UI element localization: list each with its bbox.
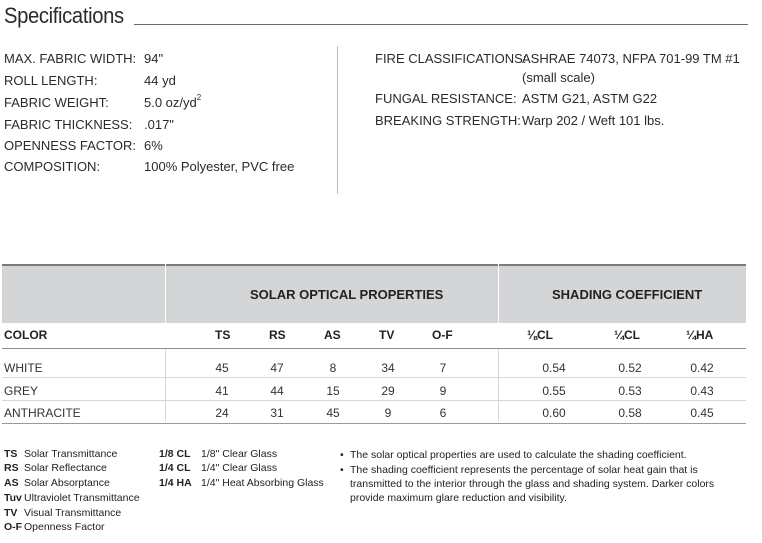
legend-abbr: RS — [4, 462, 19, 474]
legend-text: Ultraviolet Transmittance — [24, 492, 140, 504]
legend-abbr: 1/8 CL — [159, 448, 191, 460]
column-separator — [498, 264, 499, 348]
cell-1-4-ha: 0.42 — [690, 361, 714, 375]
legend-text: Openness Factor — [24, 521, 105, 533]
column-separator — [165, 349, 166, 421]
cell-as: 15 — [326, 384, 340, 398]
row-divider — [2, 400, 746, 401]
cell-rs: 31 — [270, 406, 284, 420]
spec-label: BREAKING STRENGTH: — [375, 113, 521, 128]
cell-of: 9 — [439, 384, 447, 398]
cell-ts: 45 — [215, 361, 229, 375]
column-header-1-4-cl: ¼CL — [614, 328, 641, 342]
spec-value: 6% — [144, 138, 163, 153]
legend-abbr: Tuv — [4, 492, 22, 504]
cell-1-4-cl: 0.58 — [618, 406, 642, 420]
footnote-text: The shading coefficient represents the percentage of solar heat gain that is transmitted to the interior through the glass and shading system. Darker colors provide maximum glare reduction and visibility. — [350, 464, 715, 504]
cell-1-4-ha: 0.45 — [690, 406, 714, 420]
spec-value: .017" — [144, 117, 174, 132]
legend-text: Visual Transmittance — [24, 507, 122, 519]
legend-abbr: 1/4 CL — [159, 462, 191, 474]
legend-abbr: AS — [4, 477, 19, 489]
bullet-icon: • — [340, 449, 344, 461]
row-divider — [2, 377, 746, 378]
legend-abbr: 1/4 HA — [159, 477, 192, 489]
legend-text: 1/8" Clear Glass — [201, 448, 278, 460]
legend-item — [4, 492, 140, 504]
legend-abbr: TS — [4, 448, 18, 460]
cell-as: 8 — [329, 361, 337, 375]
legend-item — [4, 507, 121, 519]
spec-value: ASHRAE 74073, NFPA 701-99 TM #1 — [522, 51, 740, 66]
spec-value: ASTM G21, ASTM G22 — [522, 91, 658, 106]
spec-value: Warp 202 / Weft 101 lbs. — [522, 113, 665, 128]
legend-item — [4, 521, 105, 533]
cell-1-4-ha: 0.43 — [690, 384, 714, 398]
cell-of: 6 — [439, 406, 447, 420]
cell-1-8-cl: 0.55 — [542, 384, 566, 398]
spec-label: FABRIC WEIGHT: — [4, 95, 109, 110]
page-title: Specifications — [4, 3, 124, 28]
spec-label: FABRIC THICKNESS: — [4, 117, 133, 132]
legend-item — [159, 462, 277, 474]
column-header-color: COLOR — [4, 328, 48, 342]
superscript: 2 — [196, 93, 202, 102]
cell-of: 7 — [439, 361, 447, 375]
legend-item — [4, 477, 110, 489]
column-header-of: O-F — [432, 328, 453, 342]
legend-item — [159, 477, 324, 489]
column-header-rs: RS — [269, 328, 286, 342]
spec-label: OPENNESS FACTOR: — [4, 138, 136, 153]
cell-color: GREY — [4, 384, 39, 398]
cell-tv: 29 — [381, 384, 395, 398]
legend-abbr: TV — [4, 507, 18, 519]
spec-value-continued: (small scale) — [522, 70, 595, 85]
spec-value-text: 5.0 oz/yd — [144, 95, 197, 110]
cell-1-8-cl: 0.60 — [542, 406, 566, 420]
cell-tv: 9 — [384, 406, 392, 420]
group-header-shading: SHADING COEFFICIENT — [552, 287, 703, 302]
footnote-text: The solar optical properties are used to calculate the shading coefficient. — [350, 449, 687, 461]
column-separator — [498, 349, 499, 421]
cell-color: WHITE — [4, 361, 43, 375]
legend-text: 1/4" Heat Absorbing Glass — [201, 477, 324, 489]
column-separator — [165, 264, 166, 348]
group-header-solar: SOLAR OPTICAL PROPERTIES — [250, 287, 444, 302]
table-bottom-rule — [2, 423, 746, 424]
column-header-tv: TV — [379, 328, 395, 342]
column-header-1-8-cl: ⅛CL — [527, 328, 554, 342]
spec-value: 44 yd — [144, 73, 176, 88]
column-header-1-4-ha: ¼HA — [686, 328, 714, 342]
cell-rs: 44 — [270, 384, 284, 398]
spec-value — [144, 95, 201, 110]
column-header-ts: TS — [215, 328, 231, 342]
legend-text: Solar Reflectance — [24, 462, 107, 474]
cell-as: 45 — [326, 406, 340, 420]
legend-item — [4, 448, 117, 460]
column-header-as: AS — [324, 328, 341, 342]
spec-value: 100% Polyester, PVC free — [144, 159, 295, 174]
cell-rs: 47 — [270, 361, 284, 375]
legend-text: Solar Transmittance — [24, 448, 118, 460]
legend-text: Solar Absorptance — [24, 477, 110, 489]
spec-value: 94" — [144, 51, 164, 66]
bullet-icon: • — [340, 464, 344, 476]
footnote — [340, 463, 745, 505]
cell-ts: 24 — [215, 406, 229, 420]
cell-1-4-cl: 0.52 — [618, 361, 642, 375]
legend-item — [4, 462, 107, 474]
legend-text: 1/4" Clear Glass — [201, 462, 278, 474]
header-divider — [2, 348, 746, 349]
spec-label: COMPOSITION: — [4, 159, 101, 174]
cell-tv: 34 — [381, 361, 395, 375]
spec-label: FUNGAL RESISTANCE: — [375, 91, 517, 106]
legend-item — [159, 448, 277, 460]
spec-label: MAX. FABRIC WIDTH: — [4, 51, 137, 66]
spec-label: FIRE CLASSIFICATIONS: — [375, 51, 527, 66]
spec-label: ROLL LENGTH: — [4, 73, 98, 88]
legend-abbr: O-F — [4, 521, 23, 533]
cell-color: ANTHRACITE — [4, 406, 81, 420]
cell-1-4-cl: 0.53 — [618, 384, 642, 398]
cell-1-8-cl: 0.54 — [542, 361, 566, 375]
footnote — [340, 448, 745, 462]
specs-divider — [337, 46, 338, 194]
cell-ts: 41 — [215, 384, 229, 398]
title-underline — [134, 24, 748, 25]
